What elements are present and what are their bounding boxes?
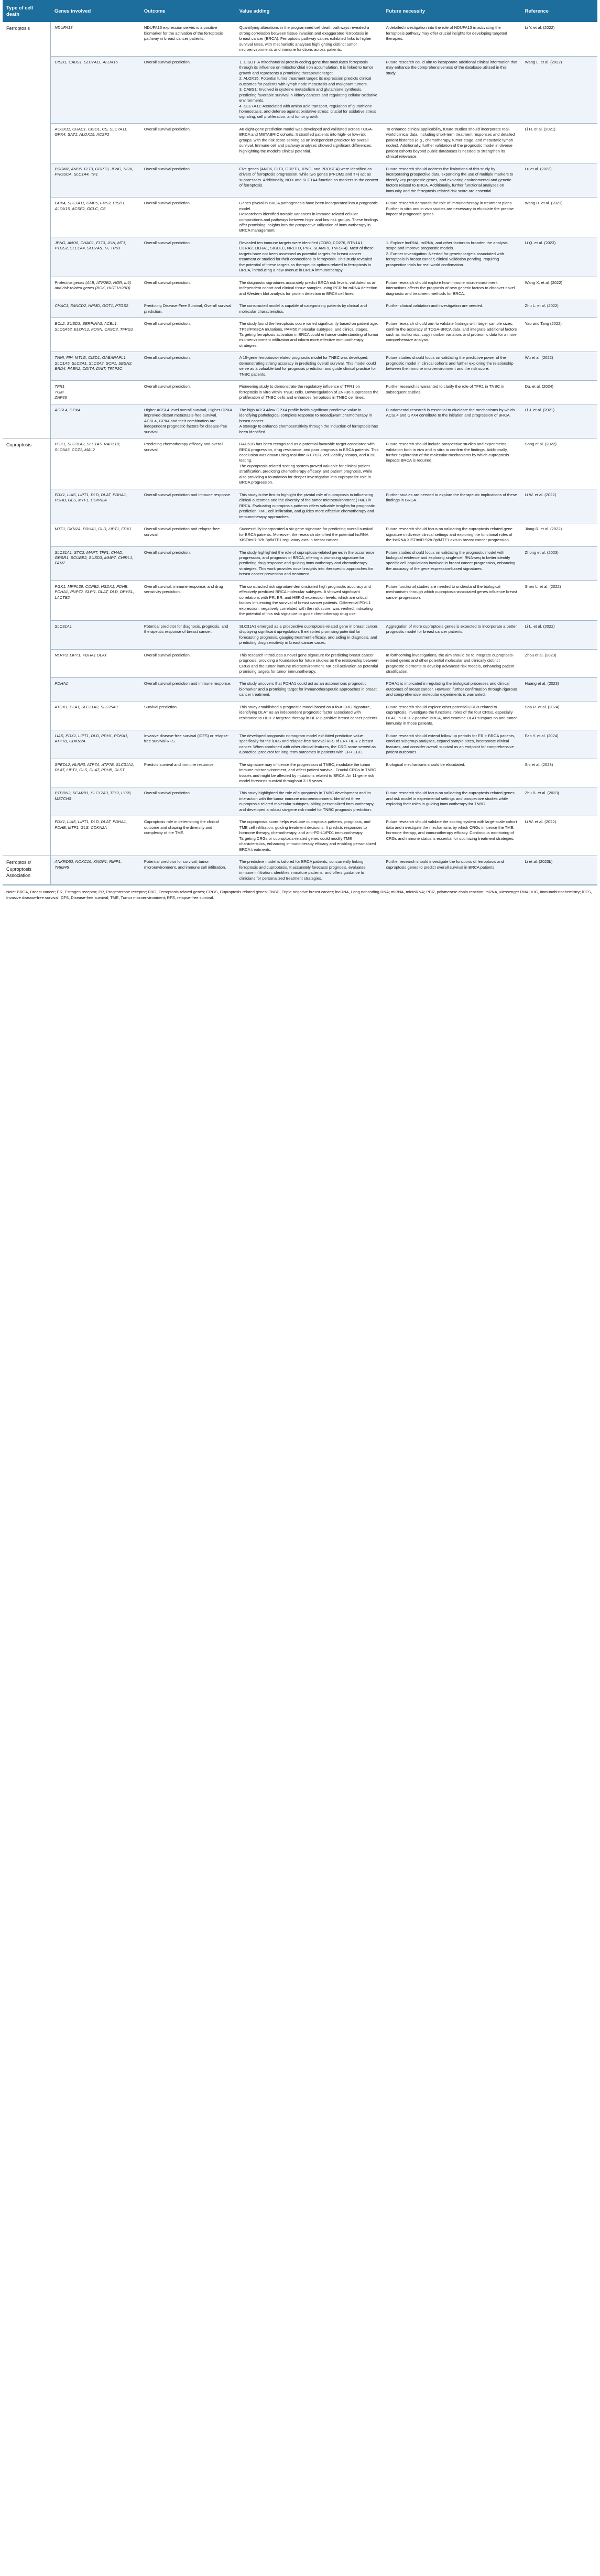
table-row (3, 198, 597, 237)
outcome-cell: Predicting Disease-Free Survival, Overall survival prediction. (140, 300, 236, 318)
gene-cell: PROM2, ANO6, FLT3, GRPT3, JPNG, NOX, PROSCA, SLC1A4, TF1 (51, 163, 140, 197)
header-genes: Genes involved (51, 0, 140, 22)
reference-cell: Shi et al. (2023) (521, 759, 597, 787)
future-necessity-cell: Aggregation of more cuproptosis genes is expected to incorporate a better prognostic model for breast cancer patients. (383, 620, 521, 649)
value-adding-cell: The high ACSL4/low GPX4 profile holds significant predictive value in identifying pathological complete response to neoadjuvant chemotherapy in breast cancer. A strategy to enhance chemosensitivity through the induction of ferroptosis has been identified. (236, 404, 383, 438)
future-necessity-cell: Biological mechanisms should be elucidated. (383, 759, 521, 787)
table-row (3, 580, 597, 620)
value-adding-cell: Five genes (ANO6, FLT3, GRPT3, JPNG, and PROSCA) were identified as drivers of ferroptosis progression, while two genes (PROM2 and TF) act as suppressors. Additionally, NOX and SLC1A4 function as markers in the context of ferroptosis. (236, 163, 383, 197)
value-adding-cell: The study uncovers that PDHA1 could act as an autonomous prognostic biomarker and a promising target for immunotherapeutic approaches in breast cancer treatment. (236, 678, 383, 701)
reference-cell: Wang X. et al. (2022) (521, 277, 597, 300)
future-necessity-cell: Further research is warranted to clarify the role of TFR1 in TNBC in subsequent studies. (383, 381, 521, 404)
outcome-cell: Cuproptosis role in determining the clinical outcome and shaping the diversity and complexity of the TME. (140, 816, 236, 856)
outcome-cell: Overall survival prediction and relapse-free survival. (140, 523, 236, 546)
value-adding-cell: This study is the first to highlight the pivotal role of cuproptosis in influencing clinical outcomes and the diversity of the tumor microenvironment (TME) in BRCA. Evaluating cuproptosis patterns offers valuable insights for prognostic prediction, TME cell infiltration, and guides more effective chemotherapy and immunotherapy approaches. (236, 489, 383, 523)
value-adding-cell: SLC31A1 emerged as a prospective cuproptosis-related gene in breast cancer, displaying significant upregulation. It exhibited promising potential for forecasting prognosis, gauging treatment efficacy, and aiding in diagnosis, and predicting drug sensitivity in breast cancer cases. (236, 620, 383, 649)
table-row (3, 352, 597, 381)
outcome-cell: Overall survival prediction and immune response. (140, 678, 236, 701)
table-row (3, 56, 597, 123)
value-adding-cell: The developed prognostic nomogram model exhibited predictive value specifically for the iDFS and relapse-free survival RFS of ER+ HER-2 breast cancer. When combined with other clinical features, the CRG score served as a practical predictor for long-term outcomes in patients with ER+ EBC. (236, 730, 383, 759)
gene-cell: NDUFA13 (51, 22, 140, 56)
table-row (3, 300, 597, 318)
table-header (3, 0, 597, 22)
value-adding-cell: The constructed model is capable of categorizing patients by clinical and molecular characteristics. (236, 300, 383, 318)
header-type: Type of cell death (3, 0, 51, 22)
table-row (3, 546, 597, 580)
reference-cell: Li H. et al. (2021) (521, 123, 597, 163)
value-adding-cell: The constructed risk signature demonstrated high prognostic accuracy and effectively predicted BRCA molecular subtypes. It showed significant correlations with PR, ER, and HER-2 expression levels, which are critical factors influencing the survival of breast cancer patients. Differential PD-L1 expression, negatively correlated with the risk score, was verified, indicating the potential of this risk signature to guide chemotherapy drug use. (236, 580, 383, 620)
gene-cell: CISD1, CABS1, SLC7A11, ALOX15 (51, 56, 140, 123)
reference-cell: Sha R. et al. (2024) (521, 701, 597, 730)
outcome-cell: Higher ACSL4-level overall survival, Higher GPX4 improved distant metastasis-free survival. ACSL4, GPX4 and their combination are independent prognostic factors for disease-free survival (140, 404, 236, 438)
reference-cell: Song et al. (2022) (521, 439, 597, 489)
gene-cell: LIAS, PDX1, LIPT1, DLD, PDH1, PDHA1, ATP7B, CDKN2A (51, 730, 140, 759)
gene-cell: PDHA1 (51, 678, 140, 701)
outcome-cell: Predicts survival and immune response. (140, 759, 236, 787)
outcome-cell: Overall survival prediction. (140, 381, 236, 404)
gene-cell: Protective genes (ALB, ATP2B2, NGR, IL6) and risk-related genes (BOK, HIST1H2BD) (51, 277, 140, 300)
outcome-cell: Potential predictor for diagnosis, prognosis, and therapeutic response of breast cancer. (140, 620, 236, 649)
table-container (3, 0, 597, 901)
future-necessity-cell: Future functional studies are needed to understand the biological mechanisms through which cuproptosis-associated genes influence breast cancer progression. (383, 580, 521, 620)
gene-cell: PTPRN2, SCARB1, SLC17A3, TESI, LY6B, MSTCH3 (51, 787, 140, 816)
future-necessity-cell: Future research should focus on validating the cuproptosis-related genes and risk model in experimental settings and prospective studies while exploring their roles in guiding immunotherapy for TNBC. (383, 787, 521, 816)
reference-cell: Wang D. et al. (2021) (521, 198, 597, 237)
gene-cell: NLRP3, LIPT1, PDHA1 DLAT (51, 649, 140, 678)
table-row (3, 489, 597, 523)
reference-cell: Zhong et al. (2023) (521, 546, 597, 580)
gene-cell: SLC31A1, STC2, MAPT, TFF1, CHAD, GRSR1, SCUBE2, SUSD3, MMP7, CHIRL1, FAM7 (51, 546, 140, 580)
table-notes: Note: BRCA, Breast cancer; ER, Estrogen receptor; PR, Progesterone receptor; FRG, Ferroptosis-related genes; CRGS, Cuproptosis-related genes; TNBC, Triple-negative breast cancer; lncRNA, Long noncoding RNA; miRNA, microRNA; PCR, polymerase chain reaction; mRNA, Messenger RNA; IHC, Immunohistochemistry; iDFS, Invasive disease-free survival; DFS, Disease-free survival; TME, Tumor microenvironment; RFS, relapse-free survival. (3, 885, 597, 901)
table-row (3, 649, 597, 678)
header-outcome: Outcome (140, 0, 236, 22)
reference-cell: Fan Y. et al. (2024) (521, 730, 597, 759)
outcome-cell: Predicting chemotherapy efficacy and overall survival. (140, 439, 236, 489)
future-necessity-cell: Future research should aim to validate findings with larger sample sizes, confirm the accuracy of TCGA-BRCA data, and integrate additional factors such as multiomics, copy number variation, and proteomic data for a more comprehensive analysis. (383, 318, 521, 352)
reference-cell: Zhou et al. (2023) (521, 649, 597, 678)
value-adding-cell: The cuproptosis score helps evaluate cuproptosis patterns, prognosis, and TME cell infiltration, guiding treatment decisions. It predicts responses to hormone therapy, chemotherapy, and anti-PD-L1/PD1 immunotherapy. Targeting CRGs or cuproptosis-related genes could modify TME characteristics, enhancing immunotherapy efficacy and enabling personalized BRCA treatments. (236, 816, 383, 856)
outcome-cell: Survival prediction. (140, 701, 236, 730)
reference-cell: Shen L. et al. (2022) (521, 580, 597, 620)
table-row (3, 730, 597, 759)
table-row (3, 237, 597, 277)
value-adding-cell: The predictive model is tailored for BRCA patients, concurrently linking ferroptosis and cuproptosis. It accurately forecasts prognosis, evaluates immune infiltration, identifies immature patterns, and offers guidance to clinicians for personalized treatment strategies. (236, 856, 383, 885)
value-adding-cell: The diagnostic signatures accurately predict BRCA risk levels, validated as an independent cohort and clinical tissue samples using PCR for mRNA detection and Western blot analysis for protein detection in BRCA cell lines. (236, 277, 383, 300)
value-adding-cell: RAD51B has been recognized as a potential favorable target associated with BRCA progression, drug resistance, and poor prognosis in BRCA patients. This conclusion was drawn using real-time RT-PCR, cell viability assays, and IC50 testing. The cuproptosis-related scoring system proved valuable for clinical patient stratification, predicting chemotherapy efficacy, and patient prognosis, while also providing a foundation for deeper investigation into cuproptosis' role in BRCA progression. (236, 439, 383, 489)
cell-death-type: Ferroptosis (3, 22, 51, 438)
table-row (3, 22, 597, 56)
cell-death-type: Ferroptosis/ Cuproptosis Association (3, 856, 51, 885)
gene-cell: FDX1, LIAS, LIPT1, DLD, DLAT, PDHA1, PDHB, MTF1, GLS, CDKN2A (51, 816, 140, 856)
value-adding-cell: A 15-gene ferroptosis-related prognostic model for TNBC was developed, demonstrating strong accuracy in predicting overall survival. This model could serve as a valuable tool for prognosis prediction and guide clinical practice for TNBC patients. (236, 352, 383, 381)
gene-cell: MTF1, DKN2A, PDHA1, DLD, LIPT1, FDX1 (51, 523, 140, 546)
cell-death-table (3, 0, 597, 885)
value-adding-cell: Revealed ten immune targets were identified (CD80, CD276, BTN1A1, LILRA2, LILRA1, SIGLEC, NRCTD, PVR, SLAMF9, TNFSF4). Most of these targets have not been assessed as potential targets for breast cancer treatment or studied for their connections to ferroptosis. This study revealed the potential of these targets as therapeutic options related to ferroptosis in BRCA, introducing a new avenue in BRCA immunotherapy. (236, 237, 383, 277)
table-row (3, 277, 597, 300)
future-necessity-cell: To enhance clinical applicability, future studies should incorporate real-world clinical data, including short-term treatment responses and detailed patient histories (e.g., chemotherapy, tumor stage, and metastatic lymph nodes). Additionally, further validation of the prognostic model in diverse patient cohorts beyond public databases is needed to strengthen its clinical relevance. (383, 123, 521, 163)
reference-cell: Wu et al. (2022) (521, 352, 597, 381)
table-row (3, 678, 597, 701)
table-row (3, 404, 597, 438)
value-adding-cell: This research introduces a novel gene signature for predicting breast cancer prognosis, providing a foundation for future studies on the relationship between CRGs and the tumor immune microenvironment. NK cell activation as potential promising targets for tumor immunotherapy. (236, 649, 383, 678)
reference-cell: Lu et al. (2022) (521, 163, 597, 197)
future-necessity-cell: 1. Explore lncRNA, miRNA, and other factors to broaden the analysis scope and improve prognostic models. 2. Further investigation: Needed for genetic targets associated with ferroptosis in breast cancer; clinical validation pending, requiring prospective trials for real-world confirmation. (383, 237, 521, 277)
reference-cell: Li W. et al. (2022) (521, 816, 597, 856)
future-necessity-cell: Further research should investigate the functions of ferroptosis and cuproptosis genes to predict overall survival in BRCA patients. (383, 856, 521, 885)
outcome-cell: Overall survival prediction. (140, 56, 236, 123)
reference-cell: Li W. et al. (2022) (521, 489, 597, 523)
gene-cell: ANKRD52, NOXC16, KNOP1, RIPP1, TRIM45 (51, 856, 140, 885)
gene-cell: TNNI, FIH, MT1G, CISD1, GABARAPL1, SLC1A5, SLC2A1, SLC3A2, SCP1, SESN2, BRD4, PAEN2, DDIT4, DNIT, TFAP2C (51, 352, 140, 381)
gene-cell: FDX1, LIAS, LIPT1, DLD, DLAT, PDHA1, PDHB, GLS, MTF1, CDKN2A (51, 489, 140, 523)
future-necessity-cell: Further clinical validation and investigation are needed. (383, 300, 521, 318)
future-necessity-cell: Future studies should focus on validating the prognostic model with biological evidence and exploring single-cell RNA-seq to better identify specific cell populations involved in breast cancer progression, enhancing the accuracy of the gene expression-based signatures. (383, 546, 521, 580)
gene-cell: PGK1, MRPL39, COPB2, HSDX1, PDHB, PDHA1, PNP72, SLPI1, DLAT, DLD, DPYSL, LACTB2 (51, 580, 140, 620)
reference-cell: Li et al. (2023b) (521, 856, 597, 885)
table-row (3, 816, 597, 856)
outcome-cell: Overall survival prediction. (140, 277, 236, 300)
outcome-cell: Overall survival prediction. (140, 546, 236, 580)
gene-cell: PGK1, SLC31A2, SLC1A5, RAD51B, SLC9A6, CCZ1, MAL2 (51, 439, 140, 489)
future-necessity-cell: Future research should address the limitations of this study by incorporating prospective data, expanding the use of multiple markers to identify key prognostic genes, and exploring environmental and genetic factors related to BRCA. Additionally, further functional analyses on immunity and the ferroptosis-related risk score are essential. (383, 163, 521, 197)
outcome-cell: Overall survival prediction. (140, 237, 236, 277)
reference-cell: Wang L. et al. (2022) (521, 56, 597, 123)
reference-cell: Jiang R. et al. (2022) (521, 523, 597, 546)
value-adding-cell: 1. CISD1: A mitochondrial protein-coding gene that modulates ferroptosis through its influence on mitochondrial iron accumulation. It is linked to tumor growth and represents a promising therapeutic target. 2. ALOX15: Potential tumor treatment target; its expression predicts clinical outcomes for patients with lymph node metastasis and malignant tumors. 3. CABS1: Involved in cysteine metabolism and glutathione synthesis, predicting favorable survival in kidney cancers and regulating cellular oxidative environments. 4. SLC7A11: Associated with amino acid transport, regulation of glutathione homeostasis, and defense against oxidative stress; crucial for oxidative stress signaling, cell proliferation, and tumor growth. (236, 56, 383, 123)
outcome-cell: Overall survival prediction. (140, 352, 236, 381)
outcome-cell: Overall survival prediction and immune response. (140, 489, 236, 523)
value-adding-cell: Successfully incorporated a six-gene signature for predicting overall survival for BRCA patients. Moreover, the research identified the potential lncRNA XIST/miR-92b-3p/MTF1 regulatory axis in breast cancer. (236, 523, 383, 546)
gene-cell: ATOX1, DLAT, SLC31A2, SLC25A3 (51, 701, 140, 730)
cell-death-type: Cuproptosis (3, 439, 51, 856)
outcome-cell: NDUFA13 expression serves is a positive biomarker for the activation of the ferroptosis pathway in breast cancer patients. (140, 22, 236, 56)
future-necessity-cell: Fundamental research is essential to elucidate the mechanisms by which ACSL4 and GPX4 contribute to the initiation and progression of BRCA. (383, 404, 521, 438)
gene-cell: ACOX11, CHAC1, CISD1, CS, SLC7A11, GPX4, SAT1, ALOX15, ACSF2 (51, 123, 140, 163)
reference-cell: Huang et al. (2023) (521, 678, 597, 701)
header-reference: Reference (521, 0, 597, 22)
table-row (3, 856, 597, 885)
table-row (3, 759, 597, 787)
reference-cell: Zhu L. et al. (2022) (521, 300, 597, 318)
outcome-cell: Overall survival prediction. (140, 163, 236, 197)
outcome-cell: Invasive disease-free survival (iDFS) or relapse-free survival RFS. (140, 730, 236, 759)
value-adding-cell: An eight-gene prediction model was developed and validated across TCGA-BRCA and METABRIC cohorts. It stratified patients into high- or low-risk groups, with the risk score serving as an independent predictor for overall survival. Immune cell and pathway analyses showed significant differences, highlighting the model's clinical potential. (236, 123, 383, 163)
table-row (3, 439, 597, 489)
gene-cell: SPEDL2, NLRP3, ATP7A, ATP7B, SLC31A1, DLAT, LIPT1, GLS, DLAT, PDHB, DLST (51, 759, 140, 787)
outcome-cell: Potential predictor for survival, tumor microenvironment, and immune cell infiltration. (140, 856, 236, 885)
reference-cell: Li L. et al. (2022) (521, 620, 597, 649)
header-future-necessity: Future necessity (383, 0, 521, 22)
future-necessity-cell: Further studies are needed to explore the therapeutic implications of these findings in BRCA. (383, 489, 521, 523)
value-adding-cell: This study established a prognostic model based on a four-CRG signature, identifying DLAT as an independent prognostic factor associated with resistance to HER-2 targeted therapy in HER-2-positive breast cancer patients. (236, 701, 383, 730)
outcome-cell: Overall survival prediction. (140, 787, 236, 816)
value-adding-cell: The study found the ferroptosis score varied significantly based on patient age, TP53/PIK3CA mutations, PAM50 molecular subtypes, and clinical stages. Targeting ferroptosis activation in BRCA could enhance understanding of tumor microenvironment infiltration and inform more effective immunotherapy strategies. (236, 318, 383, 352)
reference-cell: Li Y. et al. (2022) (521, 22, 597, 56)
table-row (3, 787, 597, 816)
reference-cell: Du. et al. (2024) (521, 381, 597, 404)
gene-cell: BCL2, SUSD3, SERPINA3, ACBL1, SLC6A52, ELOVL2, FOXN, CASC3, TFRG2 (51, 318, 140, 352)
future-necessity-cell: Future studies should focus on validating the predictive power of the prognostic model in clinical cohorts and further exploring the relationship between the immune microenvironment and the risk score. (383, 352, 521, 381)
outcome-cell: Overall survival prediction. (140, 198, 236, 237)
reference-cell: Zhu B. et al. (2023) (521, 787, 597, 816)
future-necessity-cell: Future research could aim to incorporate additional clinical information that may enhance the comprehensiveness of the database utilized in this study. (383, 56, 521, 123)
future-necessity-cell: Future research should explore other potential CRGs related to cuproptosis, investigate the functional roles of the four CRGs, especially DLAT, in HER-2-positive BRCA, and examine DLAT's impact on anti-tumor immunity in those patients. (383, 701, 521, 730)
future-necessity-cell: Future research should explore how immune microenvironment interactions affects the prognosis of new genetic factors to discover novel diagnostic and treatment methods for BRCA. (383, 277, 521, 300)
value-adding-cell: Genes pivotal in BRCA pathogenesis have been incorporated into a prognostic model. Researchers identified notable variances in immune-related cellular compositions and pathways between high- and low-risk groups. These findings offer promising insights into the prospective utilization of immunotherapy in BRCA management. (236, 198, 383, 237)
table-row (3, 701, 597, 730)
reference-cell: Yao and Tang (2022) (521, 318, 597, 352)
table-row (3, 123, 597, 163)
table-row (3, 318, 597, 352)
outcome-cell: Overall survival, immune response, and drug sensitivity prediction. (140, 580, 236, 620)
table-row (3, 381, 597, 404)
reference-cell: Li J. et al. (2021) (521, 404, 597, 438)
future-necessity-cell: In forthcoming investigations, the aim should be to integrate cuproptosis-related genes and other potential molecular and clinically distinct prognostic elements to develop advanced risk models, enhancing patient stratification. (383, 649, 521, 678)
future-necessity-cell: Future research demands the role of immunotherapy in treatment plans. Further in vitro and in vivo studies are necessary to elucidate the precise impact of prognostic genes. (383, 198, 521, 237)
future-necessity-cell: Future research should include prospective studies and experimental validation both in vivo and in vitro to confirm the findings. Additionally, further exploration of the molecular mechanisms by which cuproptosis impacts BRCA is required. (383, 439, 521, 489)
header-value-adding: Value adding (236, 0, 383, 22)
gene-cell: JPNG, ANO6, CHAC1, FLT3, JUN, MT1, PTGS2, SLC1A4, SLC7A5, TF, TP63 (51, 237, 140, 277)
value-adding-cell: The study highlighted the role of cuproptosis-related genes in the occurrence, progression, and prognosis of BRCA, offering a promising signature for predicting drug response and guiding immunotherapy and chemotherapy strategies. This work provides novel insights into therapeutic approaches for breast cancer prevention and treatment. (236, 546, 383, 580)
future-necessity-cell: Future research should extend follow-up periods for ER + BRCA patients, conduct subgroup analyses, expand sample sizes, incorporate clinical features, and consider overall survival as an endpoint for comprehensive patient outcomes. (383, 730, 521, 759)
table-body (3, 22, 597, 884)
outcome-cell: Overall survival prediction. (140, 318, 236, 352)
value-adding-cell: Pioneering study to demonstrate the regulatory influence of TFR1 on ferroptosis in vitro within TNBC cells. Downregulation of ZNF36 suppresses the proliferation of TNBC cells and enhances ferroptosis in TNBC cell lines. (236, 381, 383, 404)
future-necessity-cell: A detailed investigation into the role of NDUFA13 in activating the ferroptosis pathway may offer crucial insights for developing targeted therapies. (383, 22, 521, 56)
header-row (3, 0, 597, 22)
value-adding-cell: Quantifying alterations in the programmed cell death pathways revealed a strong correlation between tissue invasion and exaggerated ferroptosis in breast cancer (BRCA). Ferroptosis pathway values exhibited links to higher survival rates, with mechanistic analyses highlighting distinct tumor microenvironments and immune functions across patients. (236, 22, 383, 56)
reference-cell: Li Q. et al. (2023) (521, 237, 597, 277)
gene-cell: CHAC1, FANCD2, HPMD, GOT1, PTGS2 (51, 300, 140, 318)
table-row (3, 620, 597, 649)
gene-cell: TFR1 TGM ZNF36 (51, 381, 140, 404)
value-adding-cell: The signature may influence the progression of TNBC, modulate the tumor immune microenvironment, and affect patient survival. Crucial CRGs in TNBC tissues and might be affected by mutations related to BRCA. An 11-gene risk model forecasts survival throughout 3-15 years. (236, 759, 383, 787)
value-adding-cell: This study highlighted the role of cuproptosis in TNBC development and its interaction with the tumor immune microenvironment. Identified three cuproptosis-related molecular subtypes, aiding personalized immunotherapy, and developed a robust six-gene risk model for TNBC prognosis prediction. (236, 787, 383, 816)
table-row (3, 163, 597, 197)
outcome-cell: Overall survival prediction. (140, 649, 236, 678)
future-necessity-cell: PDHA1 is implicated in regulating the biological processes and clinical outcomes of breast cancer. However, further confirmation through rigorous and comprehensive molecular experiments is warranted. (383, 678, 521, 701)
outcome-cell: Overall survival prediction. (140, 123, 236, 163)
gene-cell: ACSL4, GPX4 (51, 404, 140, 438)
gene-cell: SLC31A1 (51, 620, 140, 649)
gene-cell: GPX4, SLC7A11, GMP5, FMS2, CISD1, ALOX15, ACSF2, GCLC, CS (51, 198, 140, 237)
future-necessity-cell: Future research should validate the scoring system with large-scale cohort data and investigate the mechanisms by which CRGs influence the TME, hormone therapy, and immunotherapy efficacy. Continuous monitoring of CRGs and immune status is essential for optimizing treatment strategies. (383, 816, 521, 856)
future-necessity-cell: Future research should focus on validating the cuproptosis-related gene signature in diverse clinical settings and exploring the functional roles of the lncRNA XIST/miR-92b-3p/MTF1 axis in breast cancer progression. (383, 523, 521, 546)
table-row (3, 523, 597, 546)
